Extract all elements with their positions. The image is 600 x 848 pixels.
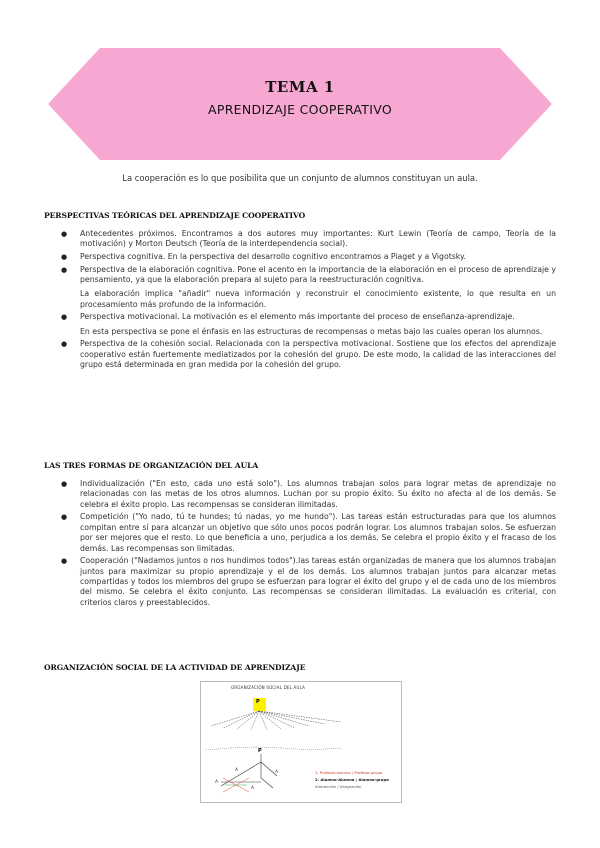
paragraph: Perspectiva de la cohesión social. Relacionada con la perspectiva motivacional. Sostiene que los efectos del aprendizaje cooperativo están fuertemente mediatizados por la cohesión del grupo. De este modo, la calidad de las interacciones del grupo está determinada en gran medida por la cohesión del grupo. [80,339,556,370]
bullet-list-formas [60,479,556,610]
teacher-node-label-lower: P [258,748,262,754]
page-title: TEMA 1 [265,78,335,96]
list-item [60,312,556,337]
bullet-icon: ● [61,340,68,349]
list-item [60,479,556,510]
legend-item: Interacción / Integración [315,784,362,789]
section-heading-organizacion: ORGANIZACIÓN SOCIAL DE LA ACTIVIDAD DE APRENDIZAJE [44,663,306,672]
paragraph: Perspectiva de la elaboración cognitiva. Pone el acento en la importancia de la elaboración en el proceso de aprendizaje y pensamiento, ya que la elaboración prepara al sujeto para la reestructuración cognitiva. [80,264,556,284]
bullet-icon: ● [61,253,68,261]
list-item [60,229,556,250]
organization-diagram [200,681,402,803]
bullet-icon: ● [61,265,68,274]
paragraph: Cooperación ("Nadamos juntos o nos hundimos todos").las tareas están organizadas de manera que los alumnos trabajan juntos para maximizar su propio aprendizaje y el de los demás. Los alumnos trabajan juntos para alcanzar metas compartidas y todos los miembros del grupo se esfuerzan para lograr el éxito del grupo y el de cada uno de los miembros del mismo. Se celebra el éxito conjunto. Las recompensas se consideran ilimitadas. La evaluación es criterial, con criterios claros y preestablecidos. [80,556,556,607]
intro-text: La cooperación es lo que posibilita que un conjunto de alumnos constituyan un aula. [122,173,478,183]
page-subtitle: APRENDIZAJE COOPERATIVO [208,102,392,117]
student-node-label: A [275,770,279,775]
teacher-node-label: P [256,699,260,705]
paragraph: Perspectiva motivacional. La motivación es el elemento más importante del proceso de enseñanza-aprendizaje. [80,312,515,322]
diagram-title: ORGANIZACIÓN SOCIAL DEL AULA [231,685,306,690]
paragraph: Individualización ("En esto, cada uno está solo"). Los alumnos trabajan solos para lograr metas de aprendizaje no relacionadas con las metas de los otros alumnos. Luchan por su propio éxito. Su éxito no afecta al de los demás. Se celebra el éxito propio. Las recompensas se consideran ilimitadas. [80,479,556,509]
diagram-legend [315,769,399,790]
bullet-icon: ● [61,313,68,322]
student-node-label: A [215,780,219,785]
student-node-label: A [235,768,239,773]
paragraph: Perspectiva cognitiva. En la perspectiva del desarrollo cognitivo encontramos a Piaget y a Vigotsky. [80,252,466,261]
list-item [60,512,556,554]
student-node-label: A [251,786,255,791]
section-heading-formas: LAS TRES FORMAS DE ORGANIZACIÓN DEL AULA [44,461,259,470]
bullet-icon: ● [61,480,68,488]
list-item [60,252,556,262]
paragraph: Competición ("Yo nado, tú te hundes; tú nadas, yo me hundo"). Las tareas están estructuradas para que los alumnos compitan entre sí para alcanzar un objetivo que sólo unos pocos podrán lograr. Los alumnos trabajan solos. Se esfuerzan por ser mejores que el resto. Lo que beneficia a uno, perjudica a los demás. Se celebra el propio éxito y el fracaso de los demás. Las recompensas son limitadas. [80,512,556,553]
paragraph: En esta perspectiva se pone el énfasis en las estructuras de recompensas o metas bajo las cuales operan los alumnos. [80,326,543,336]
section-heading-perspectivas: PERSPECTIVAS TEÓRICAS DEL APRENDIZAJE COOPERATIVO [44,211,306,220]
bullet-list-perspectivas [60,229,556,373]
title-banner [48,48,552,160]
paragraph: La elaboración implica "añadir" nueva información y reconstruir el conocimiento existente, lo que resulta en un procesamiento más profundo de la información. [80,289,556,309]
list-item [60,265,556,311]
legend-item: 1. Profesor-alumno / Profesor-grupo [315,770,383,775]
list-item [60,339,556,370]
paragraph: Antecedentes próximos. Encontramos a dos autores muy importantes: Kurt Lewin (Teoría de campo, Teoría de la motivación) y Morton Deutsch (Teoría de la interdependencia social). [80,229,556,249]
list-item [60,556,556,608]
bullet-icon: ● [61,513,68,522]
bullet-icon: ● [61,557,68,566]
legend-item: 2. Alumno-Alumno / Alumno-grupo [315,777,389,782]
bullet-icon: ● [61,230,68,238]
